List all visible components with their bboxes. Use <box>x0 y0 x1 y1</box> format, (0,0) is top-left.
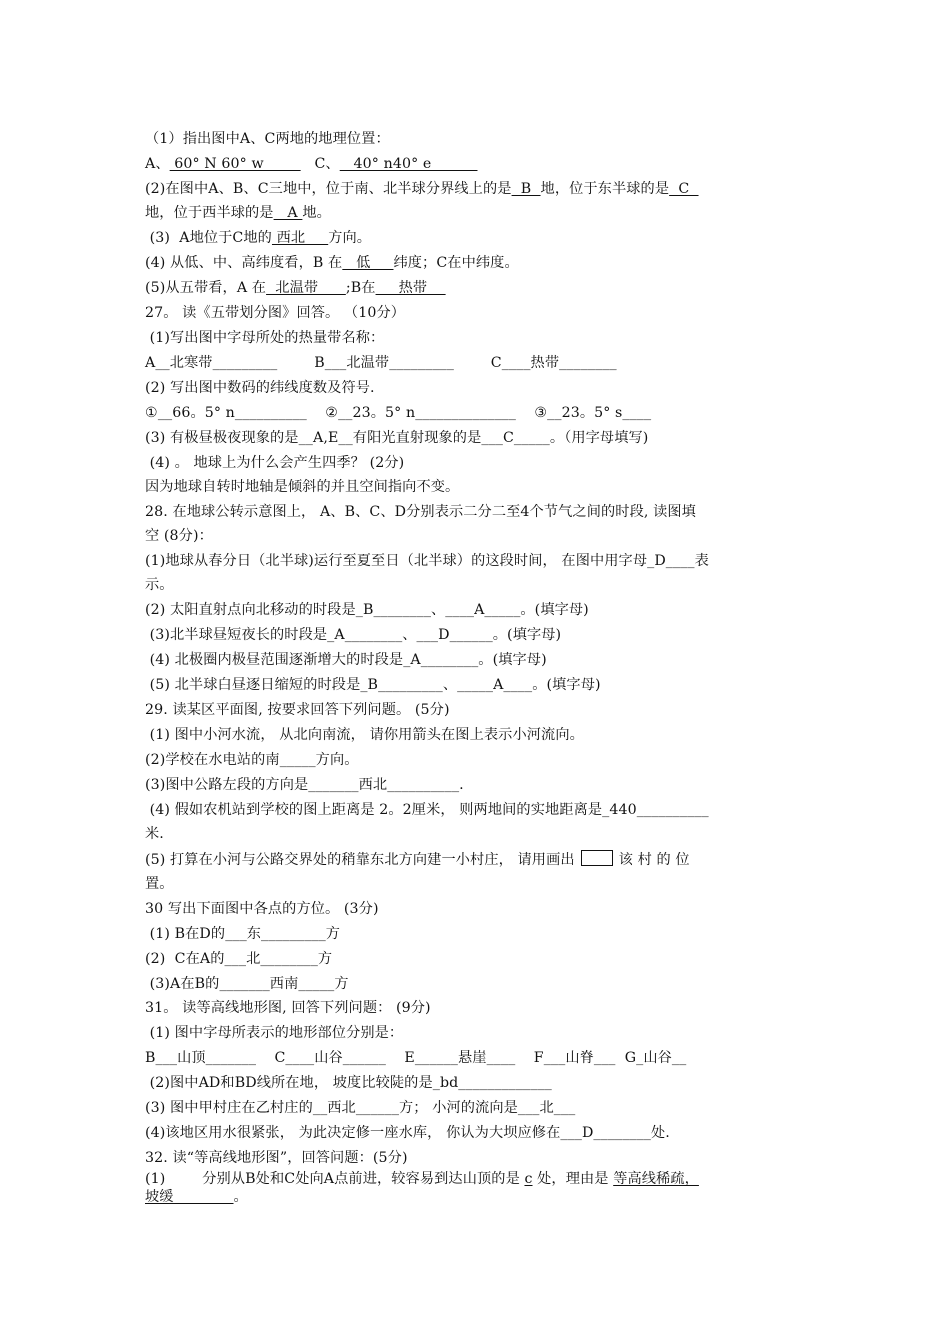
q26-4: (4) 从低、中、高纬度看，B 在 低 纬度；C在中纬度。 <box>145 255 519 271</box>
q27-1-answer: A__北寒带_________ B___北温带_________ C____热带________ <box>145 355 617 371</box>
q28-5: (5) 北半球白昼逐日缩短的时段是_B_________、_____A____。(填字母) <box>145 677 601 693</box>
q27-4-answer: 因为地球自转时地轴是倾斜的并且空间指向不变。 <box>145 479 460 495</box>
q26-1: （1）指出图中A、C两地的地理位置： <box>145 131 390 147</box>
q27-2: (2) 写出图中数码的纬线度数及符号. <box>145 380 375 396</box>
q29-5 <box>145 850 825 869</box>
q27-2-answer: ①__66。5° n__________ ②__23。5° n______________ ③__23。5° s____ <box>145 405 652 421</box>
q31-2: (2)图中AD和BD线所在地， 坡度比较陡的是_bd_____________ <box>145 1075 552 1091</box>
q26-3: (3) A地位于C地的 西北 方向。 <box>145 230 372 246</box>
q30-title: 30 写出下面图中各点的方位。 (3分) <box>145 901 379 917</box>
q29-5-text-end: 该 村 的 位 <box>618 852 690 868</box>
q28-1-cont: 示。 <box>145 577 174 593</box>
q28-4: (4) 北极圈内极昼范围逐渐增大的时段是_A________。(填字母) <box>145 652 547 668</box>
q29-3: (3)图中公路左段的方向是_______西北__________. <box>145 777 464 793</box>
q32-1: (1) 分别从B处和C处向A点前进，较容易到达山顶的是 c 处，理由是 等高线稀疏， <box>145 1171 699 1187</box>
q29-2: (2)学校在水电站的南_____方向。 <box>145 752 359 768</box>
q27-3: (3) 有极昼极夜现象的是__A,E__有阳光直射现象的是___C_____。（用字母填写) <box>145 430 649 446</box>
q31-3: (3) 图中甲村庄在乙村庄的__西北______方； 小河的流向是___北___ <box>145 1100 576 1116</box>
q27-4: (4) 。 地球上为什么会产生四季？ (2分) <box>145 455 405 471</box>
q29-1: (1) 图中小河水流， 从北向南流， 请你用箭头在图上表示小河流向。 <box>145 727 584 743</box>
village-box-symbol <box>581 850 613 866</box>
q31-title: 31。 读等高线地形图, 回答下列问题： (9分) <box>145 1000 431 1016</box>
q29-title: 29. 读某区平面图, 按要求回答下列问题。 (5分) <box>145 702 450 718</box>
q31-4: (4)该地区用水很紧张， 为此决定修一座水库， 你认为大坝应修在___D________处. <box>145 1125 670 1141</box>
q29-4-cont: 米. <box>145 826 164 842</box>
q28-2: (2) 太阳直射点向北移动的时段是_B________、____A_____。(填字母) <box>145 602 589 618</box>
q29-5-cont: 置。 <box>145 876 174 892</box>
q30-1: (1) B在D的___东_________方 <box>145 926 341 942</box>
q26-1-answer: A、 60° N 60° w C、 40° n40° e <box>145 156 478 172</box>
q26-2: (2)在图中A、B、C三地中，位于南、北半球分界线上的是 B 地，位于东半球的是 C <box>145 181 699 197</box>
q27-title: 27。 读《五带划分图》回答。 （10分） <box>145 305 406 321</box>
q31-1-answer: B___山顶_______ C____山谷______ E______悬崖____ F___山脊___ G_山谷__ <box>145 1050 687 1066</box>
q27-1: (1)写出图中字母所处的热量带名称： <box>145 330 385 346</box>
q32-title: 32. 读“等高线地形图”，回答问题：(5分) <box>145 1150 408 1166</box>
q30-3: (3)A在B的_______西南_____方 <box>145 976 349 992</box>
q28-title-cont: 空 (8分)： <box>145 528 213 544</box>
q26-5: (5)从五带看，A 在 北温带 ;B在 热带 <box>145 280 446 296</box>
q28-title: 28. 在地球公转示意图上， A、B、C、D分别表示二分二至4个节气之间的时段, 读图填 <box>145 504 696 520</box>
q29-5-text: (5) 打算在小河与公路交界处的稍靠东北方向建一小村庄， 请用画出 <box>145 852 575 868</box>
q29-4: (4) 假如农机站到学校的图上距离是 2。2厘米， 则两地间的实地距离是_440__________ <box>145 802 709 818</box>
q28-1: (1)地球从春分日（北半球)运行至夏至日（北半球）的这段时间， 在图中用字母_D____表 <box>145 553 709 569</box>
q26-2-cont: 地，位于西半球的是 A 地。 <box>145 205 331 221</box>
q32-1-cont: 坡缓 。 <box>145 1189 248 1205</box>
q30-2: (2) C在A的___北________方 <box>145 951 333 967</box>
q28-3: (3)北半球昼短夜长的时段是_A________、___D______。(填字母) <box>145 627 562 643</box>
q31-1: (1) 图中字母所表示的地形部位分别是： <box>145 1025 404 1041</box>
